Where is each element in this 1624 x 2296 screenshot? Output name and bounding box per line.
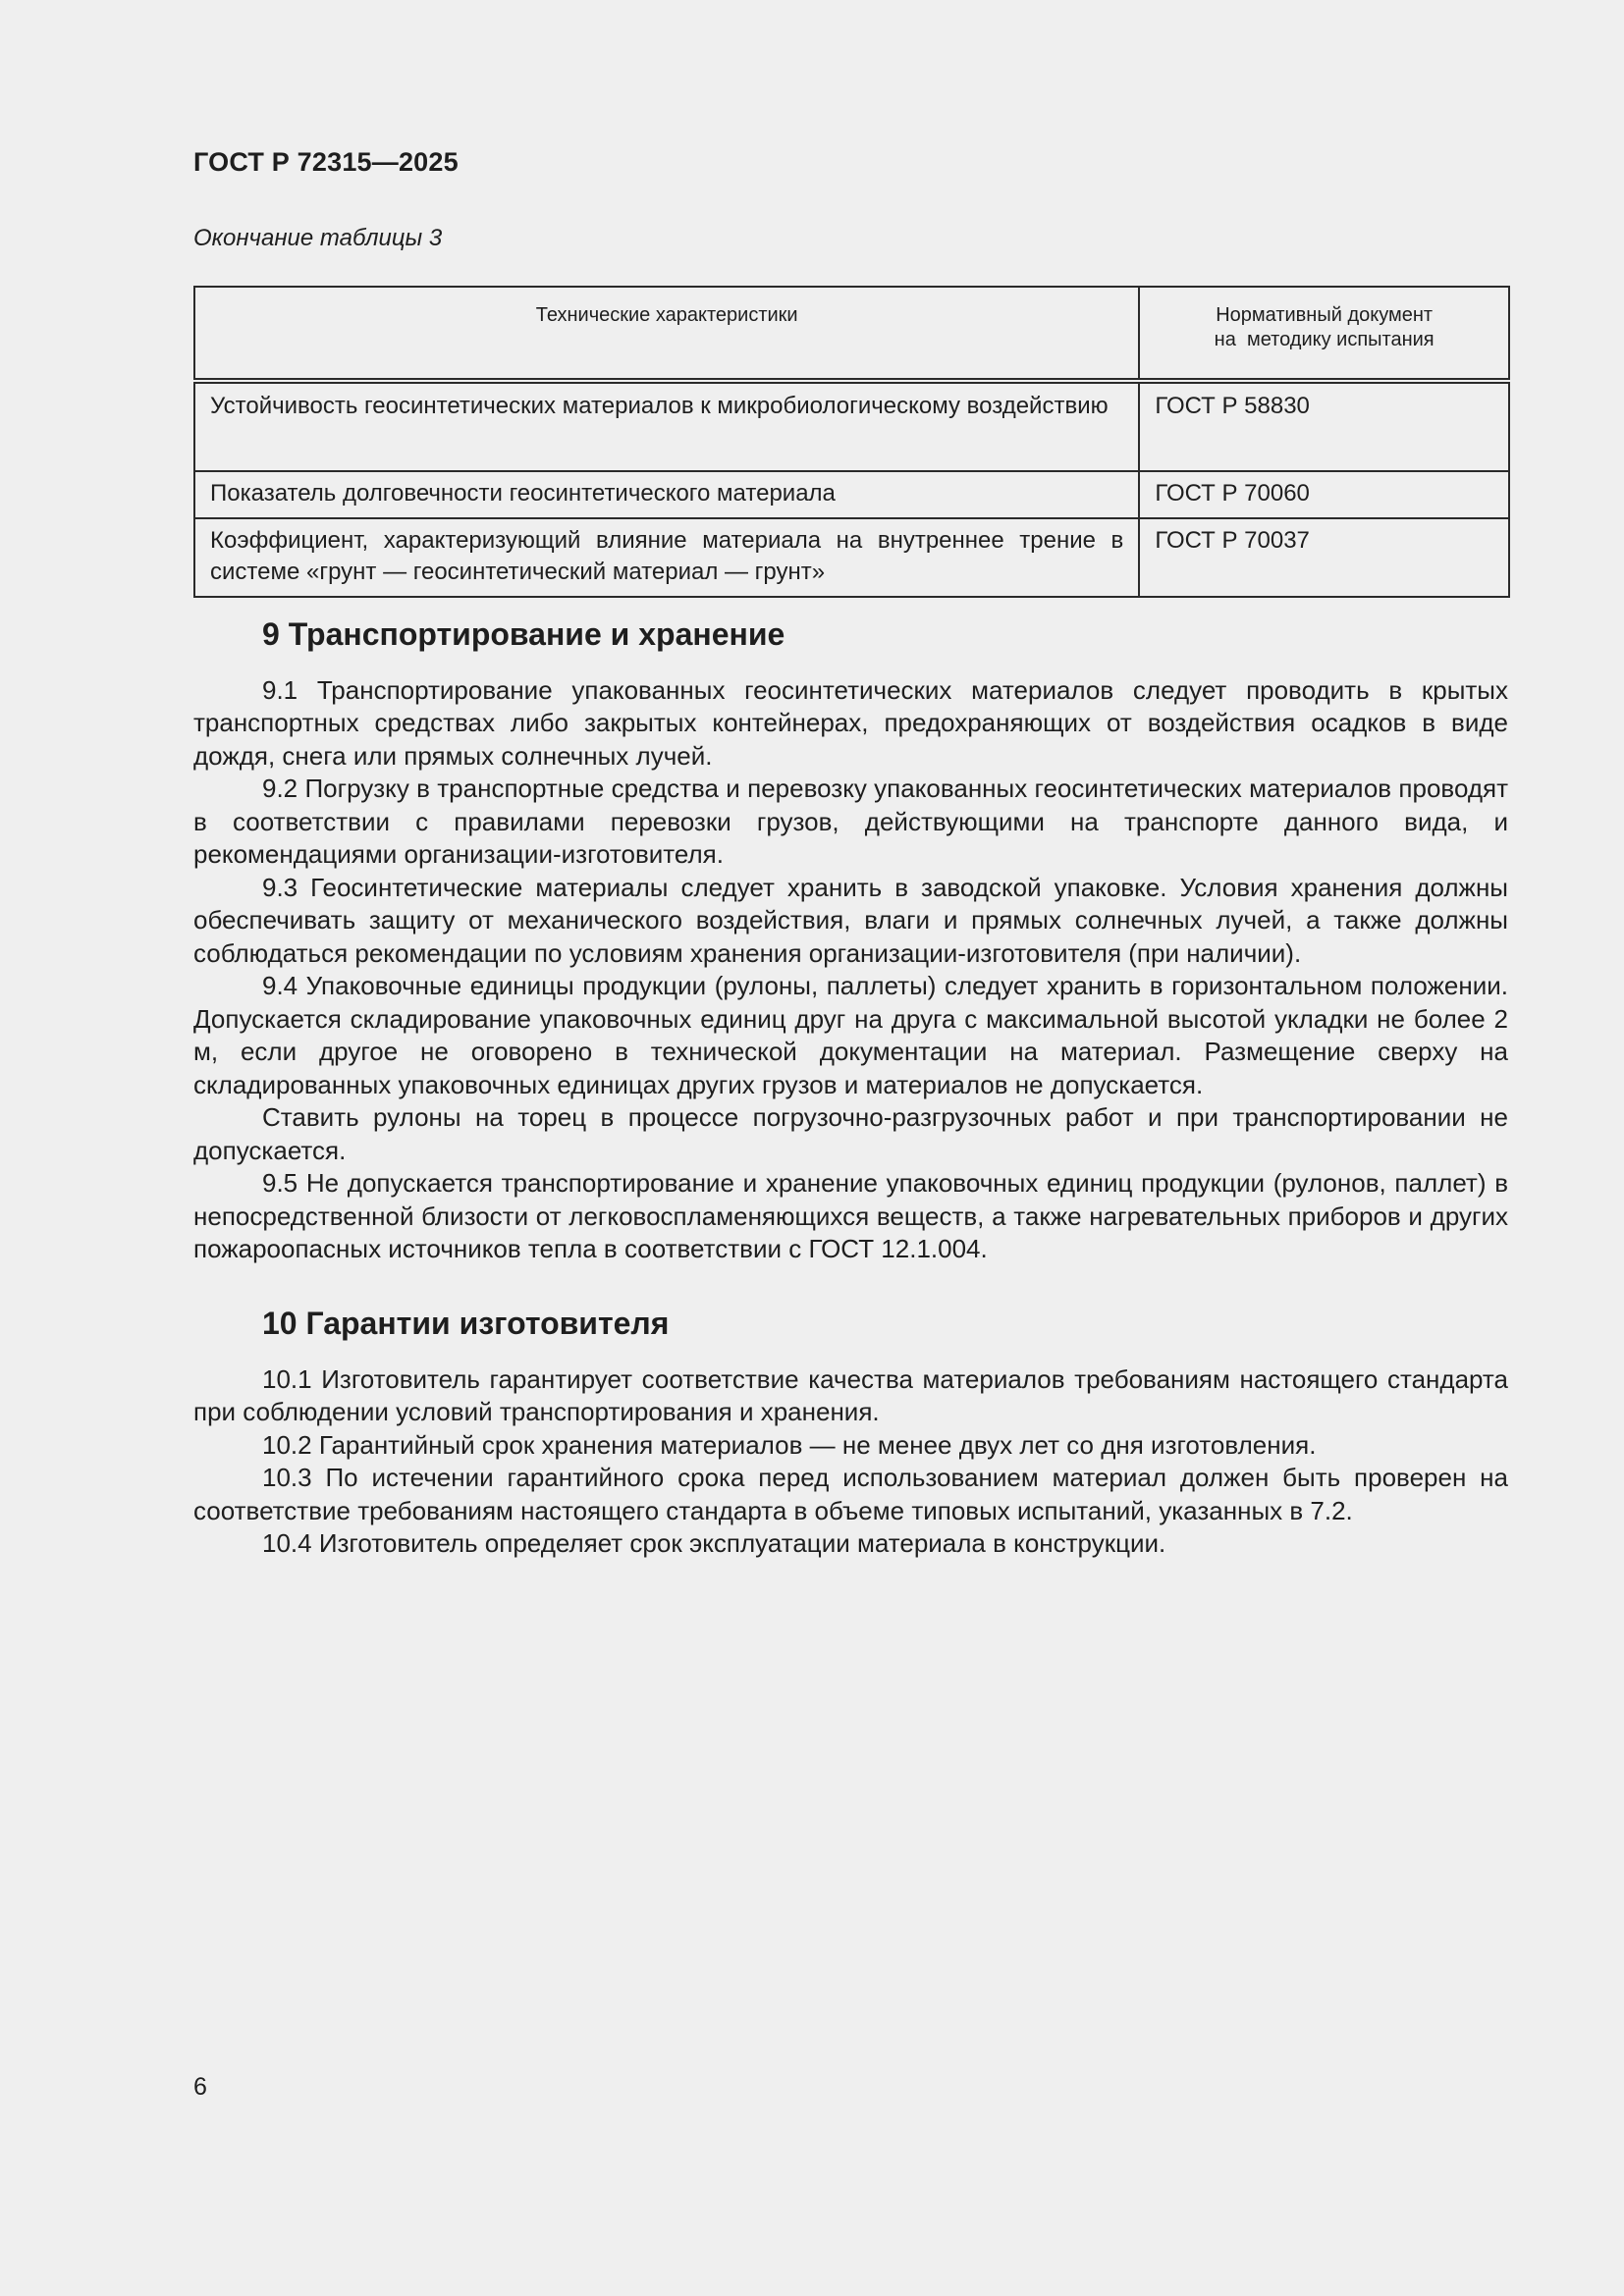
table-row xyxy=(194,518,1509,597)
cell-document: ГОСТ Р 70037 xyxy=(1139,518,1509,597)
paragraph: 9.2 Погрузку в транспортные средства и перевозку упакованных геосинтетических материалов проводят в соответствии с правилами перевозки грузов, действующими на транспорте данного вида, и рекомендациями организации-изготовителя. xyxy=(193,774,1508,869)
paragraph: 10.1 Изготовитель гарантирует соответствие качества материалов требованиям настоящего стандарта при соблюдении условий транспортирования и хранения. xyxy=(193,1363,1508,1426)
paragraph: 10.4 Изготовитель определяет срок эксплуатации материала в конструкции. xyxy=(262,1528,1166,1558)
paragraph: Ставить рулоны на торец в процессе погрузочно-разгрузочных работ и при транспортировании не допускается. xyxy=(193,1102,1508,1165)
header-document-line1: Нормативный документ xyxy=(1216,304,1434,326)
section-10 xyxy=(193,1308,1508,1561)
page-number: 6 xyxy=(193,2073,207,2101)
section-9 xyxy=(193,618,1508,1266)
paragraph: 9.5 Не допускается транспортирование и хранение упаковочных единиц продукции (рулонов, паллет) в непосредственной близости от легковоспламеняющихся веществ, а также нагревательных приборов и других пожароопасных источников тепла в соответствии с ГОСТ 12.1.004. xyxy=(193,1168,1508,1263)
cell-characteristic: Показатель долговечности геосинтетического материала xyxy=(194,471,1139,518)
document-code: ГОСТ Р 72315—2025 xyxy=(193,147,459,177)
cell-characteristic: Коэффициент, характеризующий влияние материала на внутреннее трение в системе «грунт — геосинтетический материал — грунт» xyxy=(194,518,1139,597)
paragraph: 10.3 По истечении гарантийного срока перед использованием материал должен быть проверен на соответствие требованиям настоящего стандарта в объеме типовых испытаний, указанных в 7.2. xyxy=(193,1463,1508,1525)
paragraph: 9.4 Упаковочные единицы продукции (рулоны, паллеты) следует хранить в горизонтальном положении. Допускается складирование упаковочных единиц друг на друга с максимальной высотой укладки не более 2 м, если другое не оговорено в технической документации на материал. Размещение сверху на складированных упаковочных единицах других грузов и материалов не допускается. xyxy=(193,971,1508,1099)
cell-document: ГОСТ Р 70060 xyxy=(1139,471,1509,518)
cell-document: ГОСТ Р 58830 xyxy=(1139,381,1509,471)
table-caption: Окончание таблицы 3 xyxy=(193,225,443,251)
paragraph: 9.1 Транспортирование упакованных геосинтетических материалов следует проводить в крытых транспортных средствах либо закрытых контейнерах, предохраняющих от воздействия осадков в виде дождя, снега или прямых солнечных лучей. xyxy=(193,674,1508,771)
header-characteristics-label: Технические характеристики xyxy=(535,304,798,326)
header-characteristics xyxy=(194,287,1139,381)
paragraph: 10.2 Гарантийный срок хранения материалов — не менее двух лет со дня изготовления. xyxy=(262,1429,1317,1460)
cell-characteristic: Устойчивость геосинтетических материалов к микробиологическому воздействию xyxy=(194,381,1139,471)
section-10-heading: 10 Гарантии изготовителя xyxy=(262,1306,670,1341)
table-row xyxy=(194,381,1509,471)
header-document xyxy=(1139,287,1509,381)
specification-table xyxy=(193,286,1510,598)
table-header-row xyxy=(194,287,1509,381)
paragraph: 9.3 Геосинтетические материалы следует хранить в заводской упаковке. Условия хранения должны обеспечивать защиту от механического воздействия, влаги и прямых солнечных лучей, а также должны соблюдаться рекомендации по условиям хранения организации-изготовителя (при наличии). xyxy=(193,872,1508,968)
header-document-line2: на методику испытания xyxy=(1214,329,1435,350)
section-9-heading: 9 Транспортирование и хранение xyxy=(262,616,785,652)
table-row xyxy=(194,471,1509,518)
